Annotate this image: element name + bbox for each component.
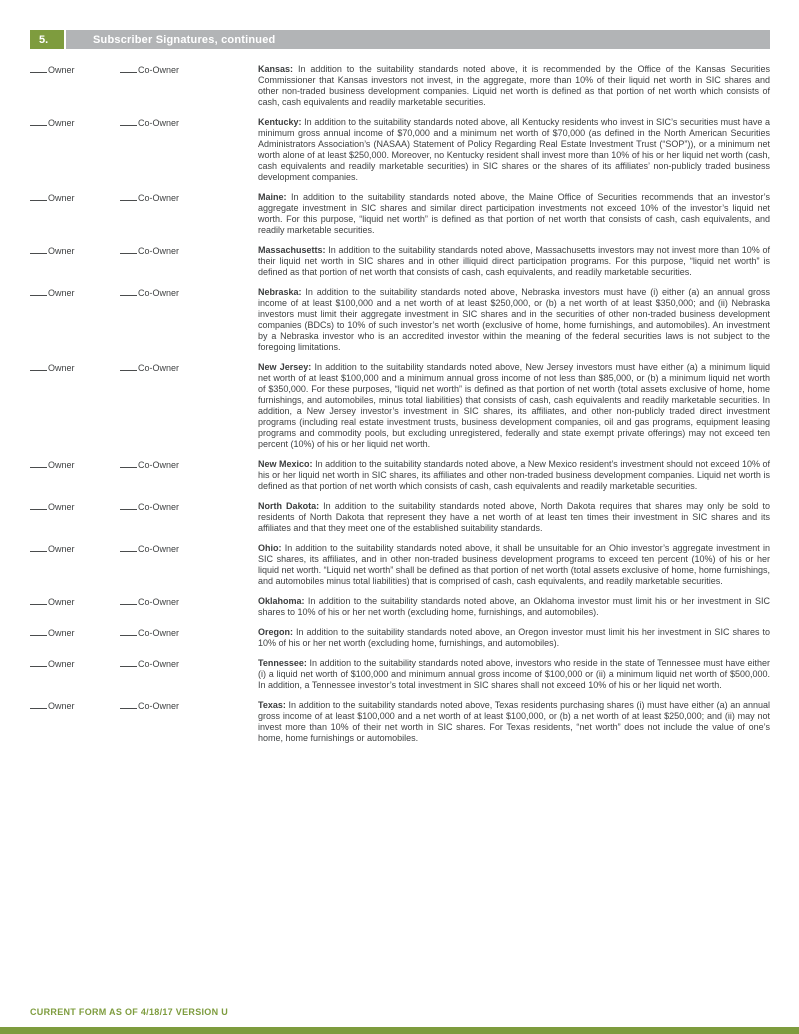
state-name: Oklahoma: [258,596,305,606]
co-owner-label: Co-Owner [138,502,180,512]
co-owner-signature-line[interactable] [120,659,137,667]
owner-signature-cell [30,64,120,76]
state-paragraph [258,287,770,353]
state-name: Kansas: [258,64,294,74]
owner-signature-cell [30,362,120,374]
state-name: Tennessee: [258,658,307,668]
co-owner-label: Co-Owner [138,659,180,669]
owner-label: Owner [48,118,75,128]
co-owner-signature-line[interactable] [120,460,137,468]
owner-label: Owner [48,597,75,607]
owner-label: Owner [48,502,75,512]
co-owner-label: Co-Owner [138,701,180,711]
owner-label: Owner [48,246,75,256]
co-owner-label: Co-Owner [138,288,180,298]
state-row [30,627,770,649]
co-owner-signature-line[interactable] [120,701,137,709]
owner-signature-line[interactable] [30,118,47,126]
state-paragraph [258,117,770,183]
owner-signature-cell [30,658,120,670]
state-paragraph [258,245,770,278]
owner-signature-cell [30,596,120,608]
state-row [30,117,770,183]
owner-signature-line[interactable] [30,502,47,510]
owner-signature-cell [30,117,120,129]
co-owner-signature-cell [120,64,258,76]
owner-signature-line[interactable] [30,544,47,552]
state-row [30,543,770,587]
section-number: 5. [30,30,64,49]
owner-signature-cell [30,501,120,513]
state-row [30,596,770,618]
state-name: Maine: [258,192,287,202]
state-body-text: In addition to the suitability standards noted above, a New Mexico resident’s investment should not exceed 10% of his or her liquid net worth in SIC shares, its affiliates and other non-traded business development companies. Liquid net worth is defined as that portion of net worth which consists of cash, cash equivalents and readily marketable securities. [258,459,771,491]
state-name: Massachusetts: [258,245,326,255]
state-row [30,245,770,278]
section-header [30,30,770,49]
state-body-text: In addition to the suitability standards noted above, Texas residents purchasing shares (i) must have either (a) an annual gross income of at least $100,000 and a net worth of at least $100,000, or (b) a net worth of at least $250,000; and (ii) may not invest more than 10% of their net worth in SIC shares. For Texas residents, “net worth” does not include the value of one’s home, home furnishings or automobiles. [258,700,770,743]
state-name: Ohio: [258,543,282,553]
owner-label: Owner [48,193,75,203]
owner-signature-cell [30,459,120,471]
state-body-text: In addition to the suitability standards noted above, New Jersey investors must have either (a) a minimum liquid net worth of at least $100,000 and a minimum annual gross income of not less than $85,000, or (b) a minimum liquid net worth of $350,000. For these purposes, “liquid net worth” is defined as that portion of net worth (total assets exclusive of home, home furnishings, and automobiles, minus total liabilities) that consists of cash, cash equivalents and readily marketable securities. In addition, a New Jersey investor’s investment in SIC shares, its affiliates, and other non-publicly traded direct investment programs (including real estate investment trusts, business development companies, oil and gas programs, equipment leasing programs and commodity pools, but excluding unregistered, federally and state exempt private offerings) may not exceed ten percent (10%) of his or her liquid net worth. [258,362,770,449]
state-body-text: In addition to the suitability standards noted above, North Dakota requires that shares may only be sold to residents of North Dakota that represent they have a net worth of at least ten times their investment in SIC shares and its affiliates and that they meet one of the established suitability standards. [258,501,770,533]
co-owner-signature-cell [120,459,258,471]
co-owner-signature-cell [120,117,258,129]
co-owner-signature-cell [120,596,258,608]
co-owner-label: Co-Owner [138,193,180,203]
state-paragraph [258,192,770,236]
owner-label: Owner [48,628,75,638]
state-row [30,64,770,108]
state-row [30,192,770,236]
state-paragraph [258,700,770,744]
co-owner-label: Co-Owner [138,118,180,128]
owner-signature-cell [30,543,120,555]
state-body-text: In addition to the suitability standards noted above, Nebraska investors must have (i) either (a) an annual gross income of at least $100,000 and a net worth of at least $250,000, or (b) a net worth of at least $350,000; and (ii) Nebraska investors must limit their aggregate investment in SIC shares and in the securities of other non-traded business development companies (BDCs) to 10% of such investor’s net worth (exclusive of home, home furnishings, and automobiles). An investment by a Nebraska investor who is an accredited investor within the meaning of the federal securities laws is not subject to the foregoing limitations. [258,287,770,352]
co-owner-signature-line[interactable] [120,246,137,254]
state-paragraph [258,543,770,587]
co-owner-signature-line[interactable] [120,502,137,510]
co-owner-signature-line[interactable] [120,363,137,371]
co-owner-signature-line[interactable] [120,118,137,126]
state-row [30,287,770,353]
state-name: New Mexico: [258,459,313,469]
co-owner-signature-line[interactable] [120,597,137,605]
owner-signature-line[interactable] [30,460,47,468]
owner-signature-cell [30,192,120,204]
state-paragraph [258,596,770,618]
co-owner-signature-line[interactable] [120,628,137,636]
state-row [30,362,770,450]
co-owner-signature-line[interactable] [120,65,137,73]
state-paragraph [258,627,770,649]
state-name: Kentucky: [258,117,302,127]
co-owner-label: Co-Owner [138,628,180,638]
section-title: Subscriber Signatures, continued [66,30,770,49]
co-owner-signature-line[interactable] [120,544,137,552]
state-body-text: In addition to the suitability standards noted above, it is recommended by the Office of the Kansas Securities Commissioner that Kansas investors not invest, in the aggregate, more than 10% of their liquid net worth in SIC shares and other non-traded business development companies. Liquid net worth is defined as that portion of net worth which consists of cash, cash equivalents and readily marketable securities. [258,64,770,107]
state-paragraph [258,459,770,492]
co-owner-signature-cell [120,627,258,639]
state-row [30,658,770,691]
co-owner-signature-cell [120,287,258,299]
state-body-text: In addition to the suitability standards noted above, an Oklahoma investor must limit his or her investment in SIC shares to 10% of his or her net worth (excluding home, furnishings, and automobiles). [258,596,770,617]
co-owner-signature-cell [120,543,258,555]
owner-label: Owner [48,659,75,669]
co-owner-signature-cell [120,700,258,712]
footer-version-text: CURRENT FORM AS OF 4/18/17 VERSION U [30,1007,228,1017]
owner-label: Owner [48,363,75,373]
co-owner-signature-line[interactable] [120,193,137,201]
owner-label: Owner [48,65,75,75]
owner-signature-line[interactable] [30,193,47,201]
footer-bar [0,1027,799,1034]
state-name: Nebraska: [258,287,302,297]
owner-signature-line[interactable] [30,701,47,709]
owner-signature-cell [30,700,120,712]
state-body-text: In addition to the suitability standards noted above, an Oregon investor must limit his her investment in SIC shares to 10% of his or her net worth (excluding home, furnishings, and automobiles). [258,627,770,648]
owner-signature-cell [30,627,120,639]
owner-signature-line[interactable] [30,628,47,636]
state-paragraph [258,658,770,691]
state-name: New Jersey: [258,362,312,372]
owner-signature-cell [30,287,120,299]
state-paragraph [258,501,770,534]
owner-signature-line[interactable] [30,246,47,254]
co-owner-label: Co-Owner [138,65,180,75]
state-paragraph [258,362,770,450]
co-owner-signature-cell [120,245,258,257]
state-body-text: In addition to the suitability standards noted above, all Kentucky residents who invest in SIC’s securities must have a minimum gross annual income of $70,000 and a minimum net worth of $70,000 (as defined in the North American Securities Administrators Association’s (NASAA) Statement of Policy Regarding Real Estate Investment Trust (“SOP”)), or a minimum net worth alone of at least $250,000. Moreover, no Kentucky resident shall invest more than 10% of his or her liquid net worth (cash, cash equivalents and readily marketable securities) in SIC shares or the shares of its affiliates’ non-publicly traded business development companies. [258,117,770,182]
state-name: North Dakota: [258,501,320,511]
state-name: Texas: [258,700,286,710]
co-owner-signature-cell [120,192,258,204]
co-owner-signature-cell [120,501,258,513]
owner-signature-line[interactable] [30,363,47,371]
state-suitability-list [30,64,770,744]
owner-label: Owner [48,544,75,554]
state-body-text: In addition to the suitability standards noted above, Massachusetts investors may not invest more than 10% of their liquid net worth in SIC shares and in other illiquid direct participation programs. For this purpose, “liquid net worth” is defined as that portion of net worth that consists of cash, cash equivalents, and readily marketable securities. [258,245,770,277]
state-body-text: In addition to the suitability standards noted above, investors who reside in the state of Tennessee must have either (i) a liquid net worth of $100,000 and minimum annual gross income of $100,000 or (ii) a minimum liquid net worth of $500,000. In addition, a Tennessee investor’s total investment in SIC shares shall not exceed 10% of his or her liquid net worth. [258,658,770,690]
state-row [30,700,770,744]
co-owner-label: Co-Owner [138,246,180,256]
co-owner-label: Co-Owner [138,597,180,607]
owner-label: Owner [48,460,75,470]
state-body-text: In addition to the suitability standards noted above, the Maine Office of Securities recommends that an investor’s aggregate investment in SIC shares and similar direct participation investments not exceed 10% of the investor’s liquid net worth. For this purpose, “liquid net worth” is defined as that portion of net worth that consists of cash, cash equivalents, and readily marketable securities. [258,192,770,235]
owner-signature-cell [30,245,120,257]
state-row [30,501,770,534]
owner-signature-line[interactable] [30,659,47,667]
co-owner-label: Co-Owner [138,544,180,554]
state-paragraph [258,64,770,108]
co-owner-signature-line[interactable] [120,288,137,296]
state-name: Oregon: [258,627,293,637]
owner-signature-line[interactable] [30,597,47,605]
owner-signature-line[interactable] [30,65,47,73]
co-owner-signature-cell [120,362,258,374]
state-row [30,459,770,492]
co-owner-label: Co-Owner [138,363,180,373]
co-owner-signature-cell [120,658,258,670]
co-owner-label: Co-Owner [138,460,180,470]
owner-signature-line[interactable] [30,288,47,296]
state-body-text: In addition to the suitability standards noted above, it shall be unsuitable for an Ohio investor’s aggregate investment in SIC shares, its affiliates, and in other non-traded business development programs to exceed ten percent (10%) of his or her liquid net worth. “Liquid net worth” shall be defined as that portion of net worth (total assets exclusive of home, home furnishings, and automobiles minus total liabilities) that is comprised of cash, cash equivalents, and readily marketable securities. [258,543,770,586]
owner-label: Owner [48,288,75,298]
owner-label: Owner [48,701,75,711]
